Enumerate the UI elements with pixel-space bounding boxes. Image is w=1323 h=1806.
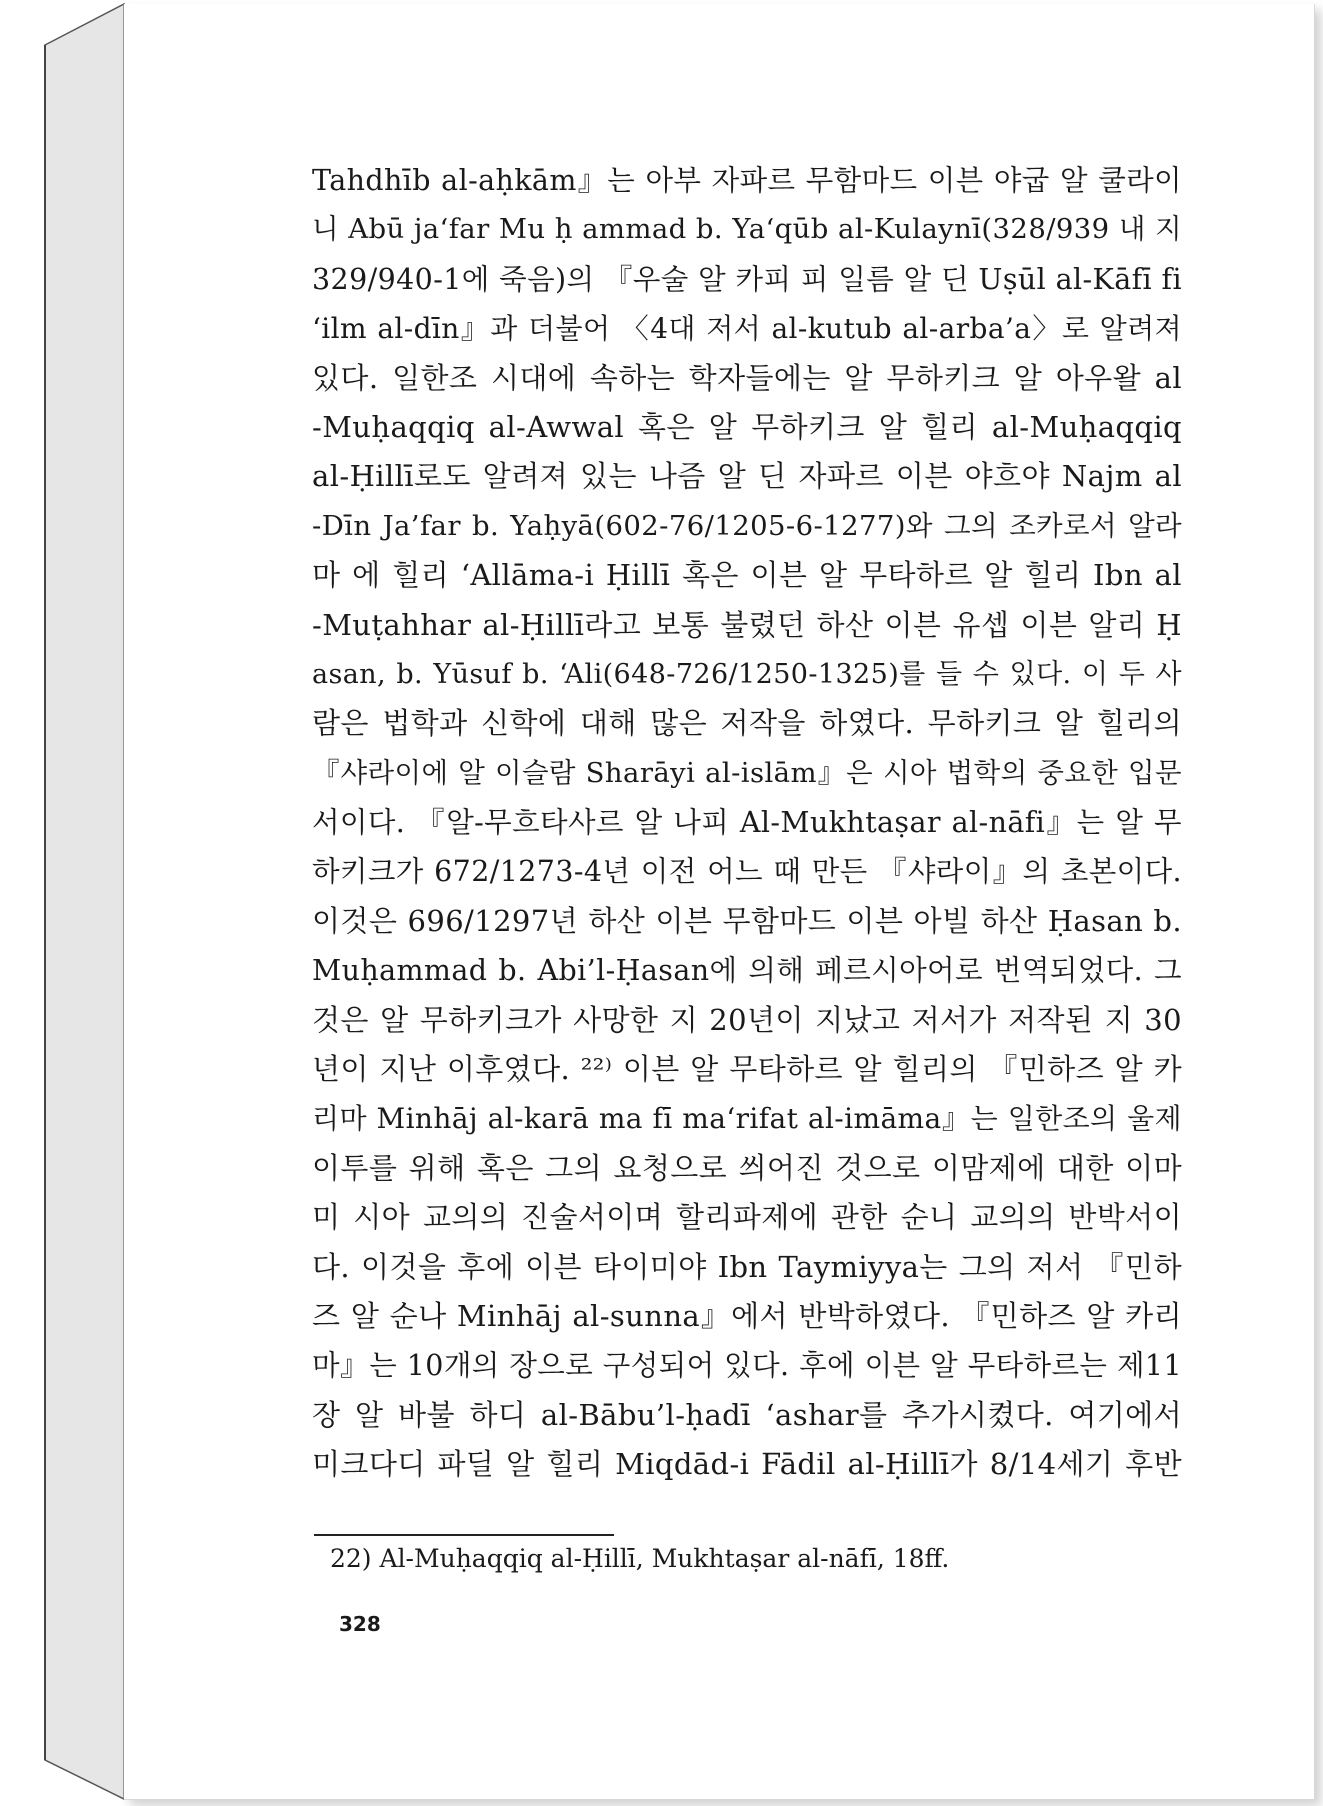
text-line: al-Ḥillī로도 알려져 있는 나즘 알 딘 자파르 이븐 야흐야 Najm al [312, 459, 1182, 494]
text-line: Tahdhīb al-aḥkām』는 아부 자파르 무함마드 이븐 야굽 알 쿨라이 [312, 164, 1182, 197]
text-line: asan, b. Yūsuf b. ‘Ali(648-726/1250-1325)를 들 수 있다. 이 두 사 [312, 658, 1182, 690]
page [124, 4, 1315, 1800]
text-line: 마 에 힐리 ‘Allāma-i Ḥillī 혹은 이븐 알 무타하르 알 힐리 Ibn al [312, 558, 1182, 593]
page-number: 328 [339, 1612, 381, 1636]
text-line: 하키크가 672/1273-4년 이전 어느 때 만든 『샤라이』의 초본이다. [312, 855, 1182, 889]
text-line: 미 시아 교의의 진술서이며 할리파제에 관한 순니 교의의 반박서이 [312, 1200, 1182, 1235]
body-text [312, 156, 1182, 1490]
text-line: 이것은 696/1297년 하산 이븐 무함마드 이븐 아빌 하산 Ḥasan b. [312, 903, 1182, 938]
text-line: -Muṭahhar al-Ḥillī라고 보통 불렸던 하산 이븐 유셉 이븐 알리 Ḥ [312, 607, 1182, 642]
text-line: 329/940-1에 죽음)의 『우술 알 카피 피 일름 알 딘 Uṣūl al-Kāfī fi [312, 262, 1182, 296]
text-line: Muḥammad b. Abi’l-Ḥasan에 의해 페르시아어로 번역되었다. 그 [312, 954, 1182, 988]
text-line: 있다. 일한조 시대에 속하는 학자들에는 알 무하키크 알 아우왈 al [312, 360, 1182, 395]
text-line: 람은 법학과 신학에 대해 많은 저작을 하였다. 무하키크 알 힐리의 [312, 706, 1182, 741]
text-line: 즈 알 순나 Minhāj al-sunna』에서 반박하였다. 『민하즈 알 카리 [312, 1298, 1182, 1333]
text-line: 다. 이것을 후에 이븐 타이미야 Ibn Taymiyya는 그의 저서 『민하 [312, 1249, 1182, 1284]
text-line: 장 알 바불 하디 al-Bābu’l-ḥadī ‘ashar를 추가시켰다. 여기에서 [312, 1397, 1182, 1432]
text-line: 마』는 10개의 장으로 구성되어 있다. 후에 이븐 알 무타하르는 제11 [312, 1349, 1182, 1383]
text-line: 이투를 위해 혹은 그의 요청으로 씌어진 것으로 이맘제에 대한 이마 [312, 1150, 1182, 1185]
footnote: 22) Al-Muḥaqqiq al-Ḥillī, Mukhtaṣar al-nāfī, 18ff. [330, 1544, 950, 1573]
text-line: 서이다. 『알-무흐타사르 알 나피 Al-Mukhtaṣar al-nāfi』는 알 무 [312, 806, 1182, 840]
text-line: 것은 알 무하키크가 사망한 지 20년이 지났고 저서가 저작된 지 30 [312, 1002, 1182, 1037]
text-line: 리마 Minhāj al-karā ma fī ma‘rifat al-imāma』는 일한조의 울제 [312, 1102, 1182, 1136]
text-line: 년이 지난 이후였다. ²²⁾ 이븐 알 무타하르 알 힐리의 『민하즈 알 카 [312, 1052, 1182, 1087]
footnote-rule [314, 1534, 614, 1536]
text-line: ‘ilm al-dīn』과 더불어 〈4대 저서 al-kutub al-arba’a〉로 알려져 [312, 312, 1182, 346]
text-line: 미크다디 파딜 알 힐리 Miqdād-i Fādil al-Ḥillī가 8/14세기 후반 [312, 1447, 1182, 1482]
text-line: 니 Abū ja‘far Mu ḥ ammad b. Ya‘qūb al-Kulaynī(328/939 내 지 [312, 213, 1182, 246]
text-line: 『샤라이에 알 이슬람 Sharāyi al-islām』은 시아 법학의 중요한 입문 [312, 756, 1182, 789]
text-line: -Muḥaqqiq al-Awwal 혹은 알 무하키크 알 힐리 al-Muḥaqqiq [312, 409, 1182, 444]
text-line: -Dīn Ja’far b. Yaḥyā(602-76/1205-6-1277)와 그의 조카로서 알라 [312, 509, 1182, 542]
